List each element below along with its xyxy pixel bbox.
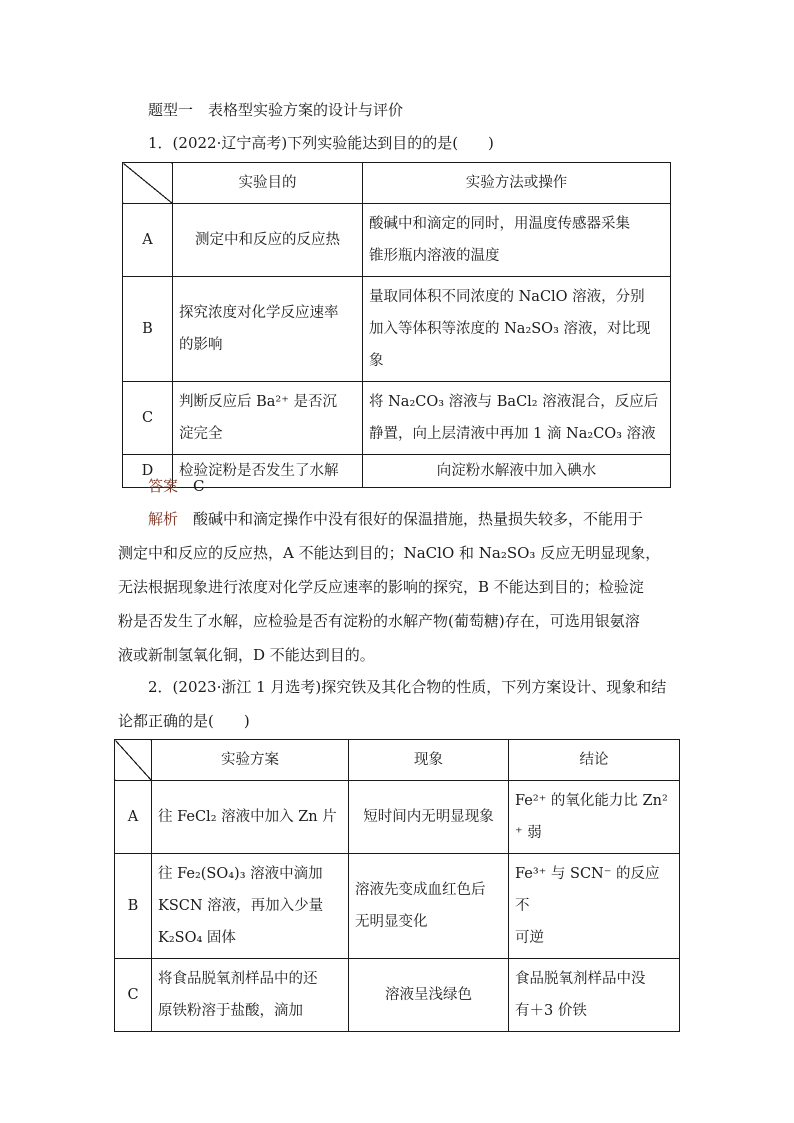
question-2-table	[114, 739, 680, 1032]
row-label: C	[123, 382, 173, 455]
aim-cell: 判断反应后 Ba²⁺ 是否沉 淀完全	[173, 382, 363, 455]
phenomenon-cell: 短时间内无明显现象	[349, 781, 509, 854]
column-header: 结论	[509, 740, 680, 781]
phenomenon-cell: 溶液呈浅绿色	[349, 959, 509, 1032]
column-header: 实验目的	[173, 163, 363, 204]
row-label: D	[123, 455, 173, 488]
row-label: C	[115, 959, 152, 1032]
answer-line	[148, 476, 205, 496]
phenomenon-cell: 溶液先变成血红色后 无明显变化	[349, 854, 509, 959]
method-cell: 量取同体积不同浓度的 NaClO 溶液，分别 加入等体积等浓度的 Na₂SO₃ 溶液，对比现 象	[363, 277, 671, 382]
question-1-table	[122, 162, 671, 488]
row-label: A	[115, 781, 152, 854]
analysis-label: 解析	[148, 510, 179, 528]
aim-cell: 探究浓度对化学反应速率 的影响	[173, 277, 363, 382]
table-row	[123, 455, 671, 488]
table-row	[115, 781, 680, 854]
column-header: 实验方法或操作	[363, 163, 671, 204]
question-2-stem: 2．(2023·浙江 1 月选考)探究铁及其化合物的性质，下列方案设计、现象和结 论都正确的是( )	[118, 678, 667, 730]
table-row	[115, 854, 680, 959]
plan-cell: 往 Fe₂(SO₄)₃ 溶液中滴加 KSCN 溶液，再加入少量 K₂SO₄ 固体	[152, 854, 349, 959]
section-title: 题型一 表格型实验方案的设计与评价	[148, 101, 404, 119]
method-cell: 将 Na₂CO₃ 溶液与 BaCl₂ 溶液混合，反应后 静置，向上层清液中再加 1 滴 Na₂CO₃ 溶液	[363, 382, 671, 455]
conclusion-cell: 食品脱氧剂样品中没 有＋3 价铁	[509, 959, 680, 1032]
question-1-stem: 1．(2022·辽宁高考)下列实验能达到目的的是( )	[148, 134, 494, 152]
aim-cell: 检验淀粉是否发生了水解	[173, 455, 363, 488]
column-header: 实验方案	[152, 740, 349, 781]
answer-label: 答案	[148, 477, 179, 495]
method-cell: 向淀粉水解液中加入碘水	[363, 455, 671, 488]
table-row	[123, 382, 671, 455]
table-row	[123, 277, 671, 382]
column-header: 现象	[349, 740, 509, 781]
conclusion-cell: Fe³⁺ 与 SCN⁻ 的反应不 可逆	[509, 854, 680, 959]
row-label: B	[115, 854, 152, 959]
table-row	[115, 959, 680, 1032]
table-header-row	[115, 740, 680, 781]
table-header-row	[123, 163, 671, 204]
conclusion-cell: Fe²⁺ 的氧化能力比 Zn² ⁺ 弱	[509, 781, 680, 854]
row-label: B	[123, 277, 173, 382]
method-cell: 酸碱中和滴定的同时，用温度传感器采集 锥形瓶内溶液的温度	[363, 204, 671, 277]
diagonal-header-cell	[123, 163, 173, 204]
diagonal-header-cell	[115, 740, 152, 781]
table-row	[123, 204, 671, 277]
aim-cell: 测定中和反应的反应热	[173, 204, 363, 277]
row-label: A	[123, 204, 173, 277]
plan-cell: 往 FeCl₂ 溶液中加入 Zn 片	[152, 781, 349, 854]
analysis-paragraph: 解析 酸碱中和滴定操作中没有很好的保温措施，热量损失较多，不能用于 测定中和反应的反应热，A 不能达到目的；NaClO 和 Na₂SO₃ 反应无明显现象， 无法根据现象进行浓度对化学反应速率的影响的探究，B 不能达到目的；检验淀 粉是否发生了水解，应检验是否有淀粉的水解产物(葡萄糖)存在，可选用银氨溶 液或新制氢氧化铜，D 不能达到目的。	[118, 510, 661, 664]
plan-cell: 将食品脱氧剂样品中的还 原铁粉溶于盐酸，滴加	[152, 959, 349, 1032]
answer-value: C	[193, 477, 205, 495]
